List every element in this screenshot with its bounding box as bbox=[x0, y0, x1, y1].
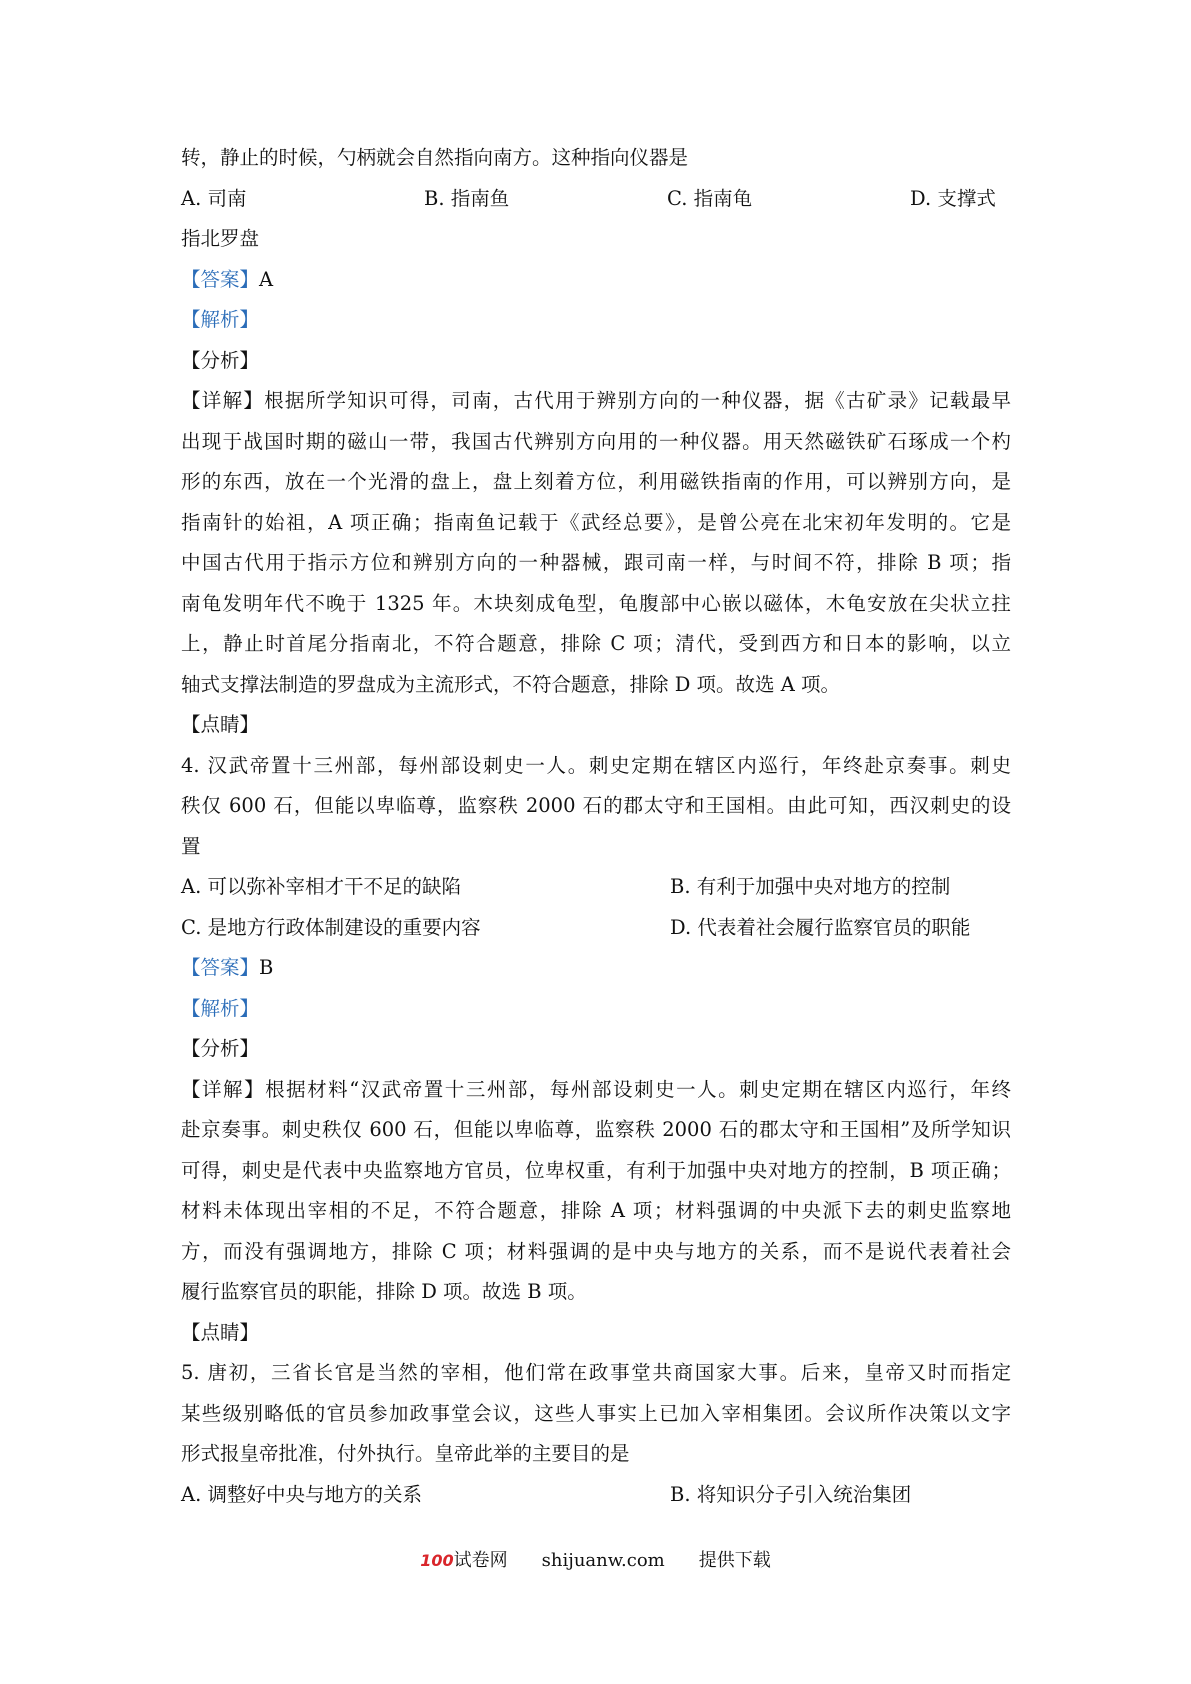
q3-option-c: C. 指南龟 bbox=[667, 186, 753, 210]
q4-option-a: A. 可以弥补宰相才干不足的缺陷 bbox=[181, 875, 461, 898]
q4-fenxi-tag: 【分析】 bbox=[181, 1037, 260, 1060]
q4-option-b: B. 有利于加强中央对地方的控制 bbox=[670, 875, 951, 898]
q4-detail-line: 赴京奏事。刺史秩仅 600 石，但能以卑临尊，监察秩 2000 石的郡太守和王国相”及所学知识 bbox=[181, 1118, 1011, 1141]
q5-stem-line: 形式报皇帝批准，付外执行。皇帝此举的主要目的是 bbox=[181, 1442, 630, 1465]
q4-stem-line: 4. 汉武帝置十三州部，每州部设刺史一人。刺史定期在辖区内巡行，年终赴京奏事。刺史 bbox=[181, 753, 1011, 777]
q5-option-b: B. 将知识分子引入统治集团 bbox=[670, 1482, 912, 1506]
q3-fenxi-tag: 【分析】 bbox=[181, 348, 260, 372]
download-note: 提供下载 bbox=[698, 1550, 771, 1571]
q4-option-c: C. 是地方行政体制建设的重要内容 bbox=[181, 915, 481, 939]
q3-option-a: A. 司南 bbox=[181, 186, 247, 210]
document-body bbox=[181, 138, 1011, 1515]
q5-option-a: A. 调整好中央与地方的关系 bbox=[181, 1482, 422, 1506]
q3-answer: A bbox=[259, 267, 274, 291]
q3-jiexi-tag: 【解析】 bbox=[181, 308, 260, 331]
q4-detail bbox=[181, 1070, 1011, 1313]
q3-answer-line bbox=[181, 260, 1011, 301]
q3-detail-line: 中国古代用于指示方位和辨别方向的一种器械，跟司南一样，与时间不符，排除 B 项；指 bbox=[181, 551, 1011, 574]
page-footer bbox=[0, 1546, 1191, 1572]
q3-stem-tail: 转，静止的时候，勺柄就会自然指向南方。这种指向仪器是 bbox=[181, 146, 689, 169]
q4-stem-line: 置 bbox=[181, 834, 201, 858]
answer-tag: 【答案】 bbox=[181, 267, 260, 291]
q3-detail-line: 形的东西，放在一个光滑的盘上，盘上刻着方位，利用磁铁指南的作用，可以辨别方向，是 bbox=[181, 470, 1011, 493]
answer-tag: 【答案】 bbox=[181, 956, 260, 979]
detail-tag: 【详解】 bbox=[181, 1077, 266, 1101]
q3-detail-line: 上，静止时首尾分指南北，不符合题意，排除 C 项；清代，受到西方和日本的影响，以立 bbox=[181, 632, 1011, 655]
q4-detail-line: 材料未体现出宰相的不足，不符合题意，排除 A 项；材料强调的中央派下去的刺史监察地 bbox=[181, 1199, 1011, 1222]
q5-stem-line: 某些级别略低的官员参加政事堂会议，这些人事实上已加入宰相集团。会议所作决策以文字 bbox=[181, 1401, 1011, 1425]
q3-detail-line: 【详解】根据所学知识可得，司南，古代用于辨别方向的一种仪器，据《古矿录》记载最早 bbox=[181, 389, 1011, 412]
q4-detail-line: 方，而没有强调地方，排除 C 项；材料强调的是中央与地方的关系，而不是说代表着社会 bbox=[181, 1239, 1011, 1263]
detail-tag: 【详解】 bbox=[181, 389, 265, 412]
q3-options bbox=[181, 179, 1011, 220]
q4-dianjing-tag: 【点睛】 bbox=[181, 1320, 260, 1344]
q3-detail bbox=[181, 381, 1011, 705]
q4-options-row-2 bbox=[181, 908, 1011, 949]
q4-answer-line bbox=[181, 948, 1011, 989]
q5-stem-line: 5. 唐初，三省长官是当然的宰相，他们常在政事堂共商国家大事。后来，皇帝又时而指定 bbox=[181, 1361, 1011, 1384]
q4-detail-line: 履行监察官员的职能，排除 D 项。故选 B 项。 bbox=[181, 1280, 587, 1303]
q4-jiexi-tag: 【解析】 bbox=[181, 996, 260, 1020]
q3-dianjing-tag: 【点睛】 bbox=[181, 713, 260, 736]
q3-detail-line: 指南针的始祖，A 项正确；指南鱼记载于《武经总要》，是曾公亮在北宋初年发明的。它是 bbox=[181, 510, 1011, 534]
q3-detail-line: 南龟发明年代不晚于 1325 年。木块刻成龟型，龟腹部中心嵌以磁体，木龟安放在尖状立拄 bbox=[181, 591, 1011, 615]
site-logo: 100 bbox=[420, 1551, 454, 1570]
q4-detail-line: 【详解】根据材料“汉武帝置十三州部，每州部设刺史一人。刺史定期在辖区内巡行，年终 bbox=[181, 1077, 1011, 1101]
q5-stem bbox=[181, 1353, 1011, 1475]
q4-options-row-1 bbox=[181, 867, 1011, 908]
q4-stem bbox=[181, 746, 1011, 868]
q3-detail-line: 轴式支撑法制造的罗盘成为主流形式，不符合题意，排除 D 项。故选 A 项。 bbox=[181, 672, 841, 696]
q5-options-row-1 bbox=[181, 1475, 1011, 1516]
q3-option-d-wrap: 指北罗盘 bbox=[181, 227, 260, 250]
site-name: 试卷网 bbox=[453, 1550, 508, 1571]
q3-detail-line: 出现于战国时期的磁山一带，我国古代辨别方向用的一种仪器。用天然磁铁矿石琢成一个杓 bbox=[181, 429, 1011, 453]
q4-option-d: D. 代表着社会履行监察官员的职能 bbox=[670, 915, 971, 939]
q4-stem-line: 秩仅 600 石，但能以卑临尊，监察秩 2000 石的郡太守和王国相。由此可知，西汉刺史的设 bbox=[181, 794, 1011, 817]
site-domain-link[interactable]: shijuanw.com bbox=[541, 1550, 665, 1571]
q4-detail-line: 可得，刺史是代表中央监察地方官员，位卑权重，有利于加强中央对地方的控制，B 项正确； bbox=[181, 1158, 1011, 1182]
q4-answer: B bbox=[259, 956, 274, 979]
q3-option-d: D. 支撑式 bbox=[910, 186, 996, 210]
q3-option-b: B. 指南鱼 bbox=[424, 186, 510, 210]
